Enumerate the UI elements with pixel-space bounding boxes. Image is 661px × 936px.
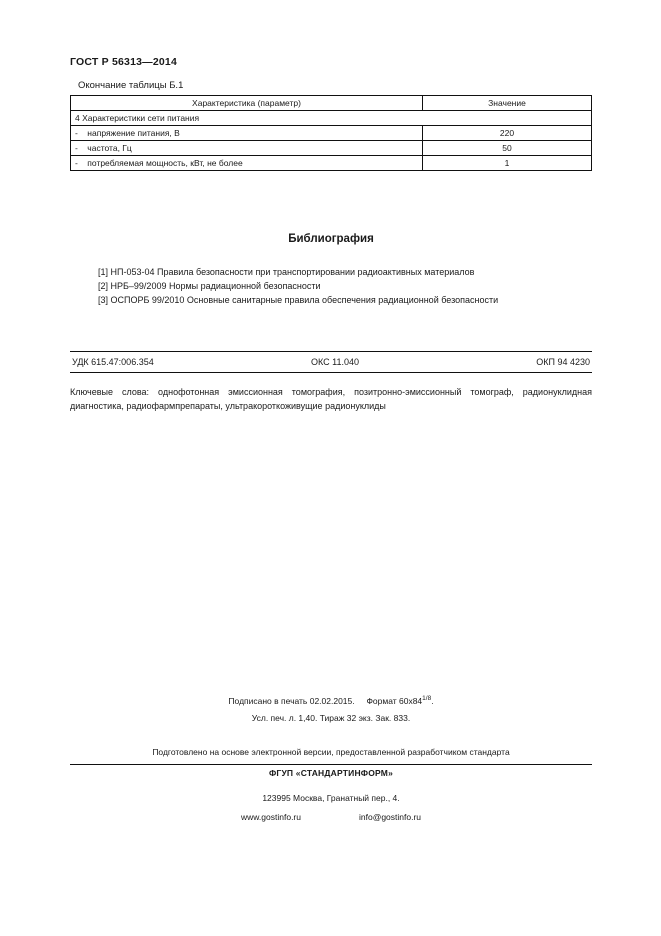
table-cell-value: 220 — [423, 126, 592, 141]
row-dash: - — [75, 128, 78, 138]
row-label: напряжение питания, В — [87, 128, 180, 138]
table-section-row — [71, 111, 592, 126]
page-content — [70, 56, 592, 413]
oks-code: ОКС 11.040 — [310, 357, 359, 367]
footer-divider — [70, 764, 592, 765]
table-header-row — [71, 96, 592, 111]
table-row — [71, 126, 592, 141]
print-date: Подписано в печать 02.02.2015. — [228, 695, 355, 706]
publisher-name: ФГУП «СТАНДАРТИНФОРМ» — [268, 768, 394, 778]
prepared-note: Подготовлено на основе электронной версии, предоставленной разработчиком стандарта — [152, 747, 510, 757]
okp-code: ОКП 94 4230 — [536, 357, 590, 367]
publisher-contacts — [70, 812, 592, 822]
table-header-characteristic: Характеристика (параметр) — [71, 96, 423, 111]
website-link[interactable]: www.gostinfo.ru — [240, 812, 301, 822]
table-row — [71, 141, 592, 156]
table-cell-name — [71, 156, 423, 171]
bibliography-item: [2] НРБ–99/2009 Нормы радиационной безопасности — [98, 281, 321, 291]
keywords-label: Ключевые слова: — [70, 387, 150, 397]
row-dash: - — [75, 158, 78, 168]
standard-number: ГОСТ Р 56313—2014 — [70, 56, 178, 68]
row-dash: - — [75, 143, 78, 153]
classification-codes — [70, 351, 592, 373]
table-row — [71, 156, 592, 171]
keywords-block — [70, 385, 592, 413]
imprint-line-2: Усл. печ. л. 1,40. Тираж 32 экз. Зак. 833. — [251, 712, 411, 723]
format-period: . — [431, 695, 434, 706]
table-cell-value: 1 — [423, 156, 592, 171]
table-cell-name — [71, 126, 423, 141]
parameters-table — [70, 95, 592, 171]
email-link[interactable]: info@gostinfo.ru — [358, 812, 422, 822]
table-cell-value: 50 — [423, 141, 592, 156]
table-caption: Окончание таблицы Б.1 — [78, 80, 184, 91]
bibliography-title: Библиография — [288, 233, 374, 245]
bibliography-item: [1] НП-053-04 Правила безопасности при транспортировании радиоактивных материалов — [98, 267, 475, 277]
row-label: частота, Гц — [87, 143, 132, 153]
imprint-block — [70, 690, 592, 727]
publisher-address: 123995 Москва, Гранатный пер., 4. — [262, 793, 400, 803]
table-header-value: Значение — [423, 96, 592, 111]
bibliography-item: [3] ОСПОРБ 99/2010 Основные санитарные правила обеспечения радиационной безопасности — [98, 295, 499, 305]
format-fraction: 1/8 — [422, 695, 432, 702]
table-cell-name — [71, 141, 423, 156]
bibliography-list — [98, 265, 592, 307]
format-label: Формат 60х84 — [366, 695, 423, 706]
imprint-line-1 — [70, 690, 592, 710]
keywords-text: однофотонная эмиссионная томография, позитронно-эмиссионный томограф, радионуклидная диагностика, радиофармпрепараты, ультракороткоживущие радионуклиды — [70, 387, 592, 411]
udk-code: УДК 615.47:006.354 — [72, 357, 154, 367]
row-label: потребляемая мощность, кВт, не более — [87, 158, 243, 168]
table-section-label: 4 Характеристики сети питания — [71, 111, 592, 126]
